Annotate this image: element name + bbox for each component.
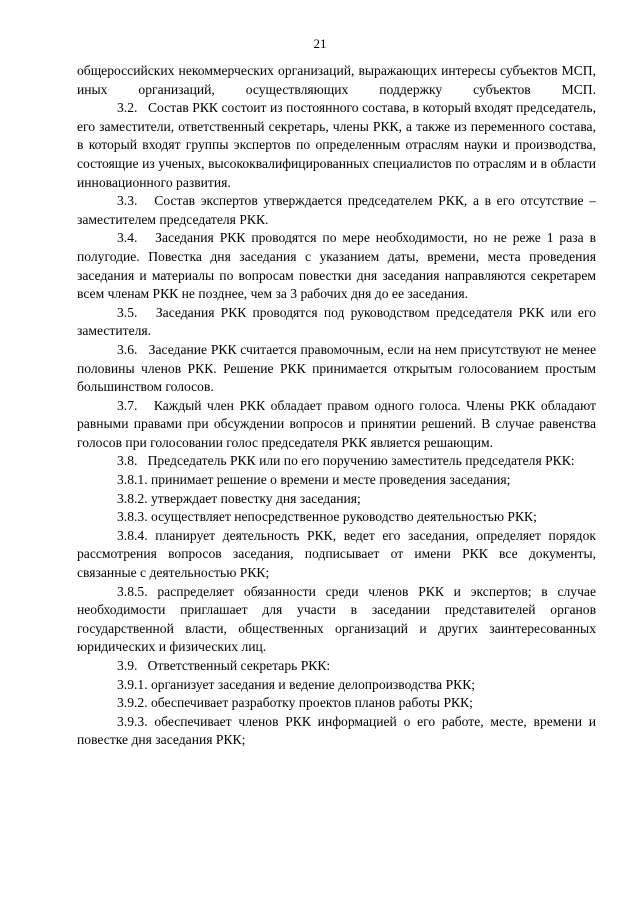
paragraph-label: 3.7. <box>117 397 138 413</box>
paragraph-text: распределяет обязанности среди членов РКК и экспертов; в случае необходимости приглашает для участи в заседании представителей органов государственной власти, общественных организаций и других заинтересованных юридических и физических лиц. <box>77 583 597 655</box>
paragraph-text: организует заседания и ведение делопроизводства РКК; <box>151 676 476 692</box>
paragraph-label: 3.8.5. <box>117 583 148 599</box>
paragraph-text: Состав РКК состоит из постоянного состава, в который входят председатель, его заместители, ответственный секретарь, члены РКК, а также из переменного состава, в который входят группы экспертов по определенным отраслям науки и производства, состоящие из ученых, высококвалифицированных специалистов по отраслям и в области инновационного развития. <box>77 100 596 190</box>
paragraph-text: Заседания РКК проводятся под руководством председателя РКК или его заместителя. <box>77 304 596 339</box>
paragraph-3-8-5 <box>77 583 596 657</box>
paragraph-text: обеспечивает членов РКК информацией о его работе, месте, времени и повестке дня заседания РКК; <box>77 713 596 748</box>
paragraph-text: Заседание РКК считается правомочным, если на нем присутствуют не менее половины членов РКК. Решение РКК принимается открытым голосованием простым большинством голосов. <box>77 341 596 395</box>
paragraph-text: Каждый член РКК обладает правом одного голоса. Члены РКК обладают равными правами при обсуждении вопросов и принятии решений. В случае равенства голосов при голосовании голос председателя РКК является решающим. <box>77 397 596 450</box>
paragraph-label: 3.9. <box>117 658 138 673</box>
paragraph-label: 3.5. <box>117 304 138 320</box>
paragraph-3-6 <box>77 341 596 397</box>
paragraph-label: 3.3. <box>117 193 138 209</box>
paragraph-text: утверждает повестку дня заседания; <box>151 490 361 506</box>
paragraph-label: 3.9.2. <box>117 695 148 711</box>
paragraph-label: 3.8.3. <box>117 509 148 525</box>
paragraph-3-8-3 <box>77 508 596 527</box>
paragraph-label: 3.8. <box>117 453 138 469</box>
paragraph-text: Заседания РКК проводятся по мере необходимости, но не реже 1 раза в полугодие. Повестка дня заседания с указанием даты, времени, места проведения заседания и материалы по вопросам повестки дня заседания направляются секретарем всем членам РКК не позднее, чем за 3 рабочих дня до ее заседания. <box>77 230 596 302</box>
paragraph-label: 3.8.1. <box>117 472 148 488</box>
paragraph-label: 3.9.3. <box>117 713 148 729</box>
paragraph-label: 3.2. <box>117 100 138 116</box>
paragraph-3-9-1 <box>77 676 596 695</box>
paragraph-3-8-4 <box>77 527 596 583</box>
paragraph-label: 3.9.1. <box>117 676 148 692</box>
paragraph-3-4 <box>77 229 596 303</box>
document-body <box>77 62 596 750</box>
paragraph-text: обеспечивает разработку проектов планов работы РКК; <box>151 695 473 711</box>
paragraph-text: Ответственный секретарь РКК: <box>147 658 331 673</box>
paragraph-3-2 <box>77 99 596 192</box>
paragraph-3-9-3 <box>77 713 596 750</box>
paragraph-3-8-1 <box>77 471 596 490</box>
paragraph-3-8 <box>77 452 596 471</box>
paragraph-label: 3.6. <box>117 341 138 357</box>
paragraph-text: Состав экспертов утверждается председателем РКК, а в его отсутствие – заместителем председателя РКК. <box>77 193 596 227</box>
paragraph-3-3 <box>77 192 596 229</box>
paragraph-text: осуществляет непосредственное руководство деятельностью РКК; <box>151 509 537 525</box>
paragraph-label: 3.4. <box>117 230 138 246</box>
paragraph-3-9 <box>77 657 596 676</box>
paragraph-label: 3.8.4. <box>117 527 148 543</box>
paragraph-3-8-2 <box>77 490 596 509</box>
paragraph-text: планирует деятельность РКК, ведет его заседания, определяет порядок рассмотрения вопросов заседания, подписывает от имени РКК все документы, связанные с деятельностью РКК; <box>77 527 596 581</box>
paragraph-3-5 <box>77 304 596 341</box>
paragraph-3-9-2 <box>77 694 596 713</box>
paragraph-text: принимает решение о времени и месте проведения заседания; <box>151 472 511 488</box>
page-number: 21 <box>313 36 327 51</box>
paragraph-text: Председатель РКК или по его поручению заместитель председателя РКК: <box>147 453 575 469</box>
paragraph-text: общероссийских некоммерческих организаций, выражающих интересы субъектов МСП, иных организаций, осуществляющих поддержку субъектов МСП. <box>77 63 596 97</box>
paragraph-3-7 <box>77 397 596 453</box>
paragraph-label: 3.8.2. <box>117 490 148 506</box>
paragraph-continuation <box>77 62 596 99</box>
